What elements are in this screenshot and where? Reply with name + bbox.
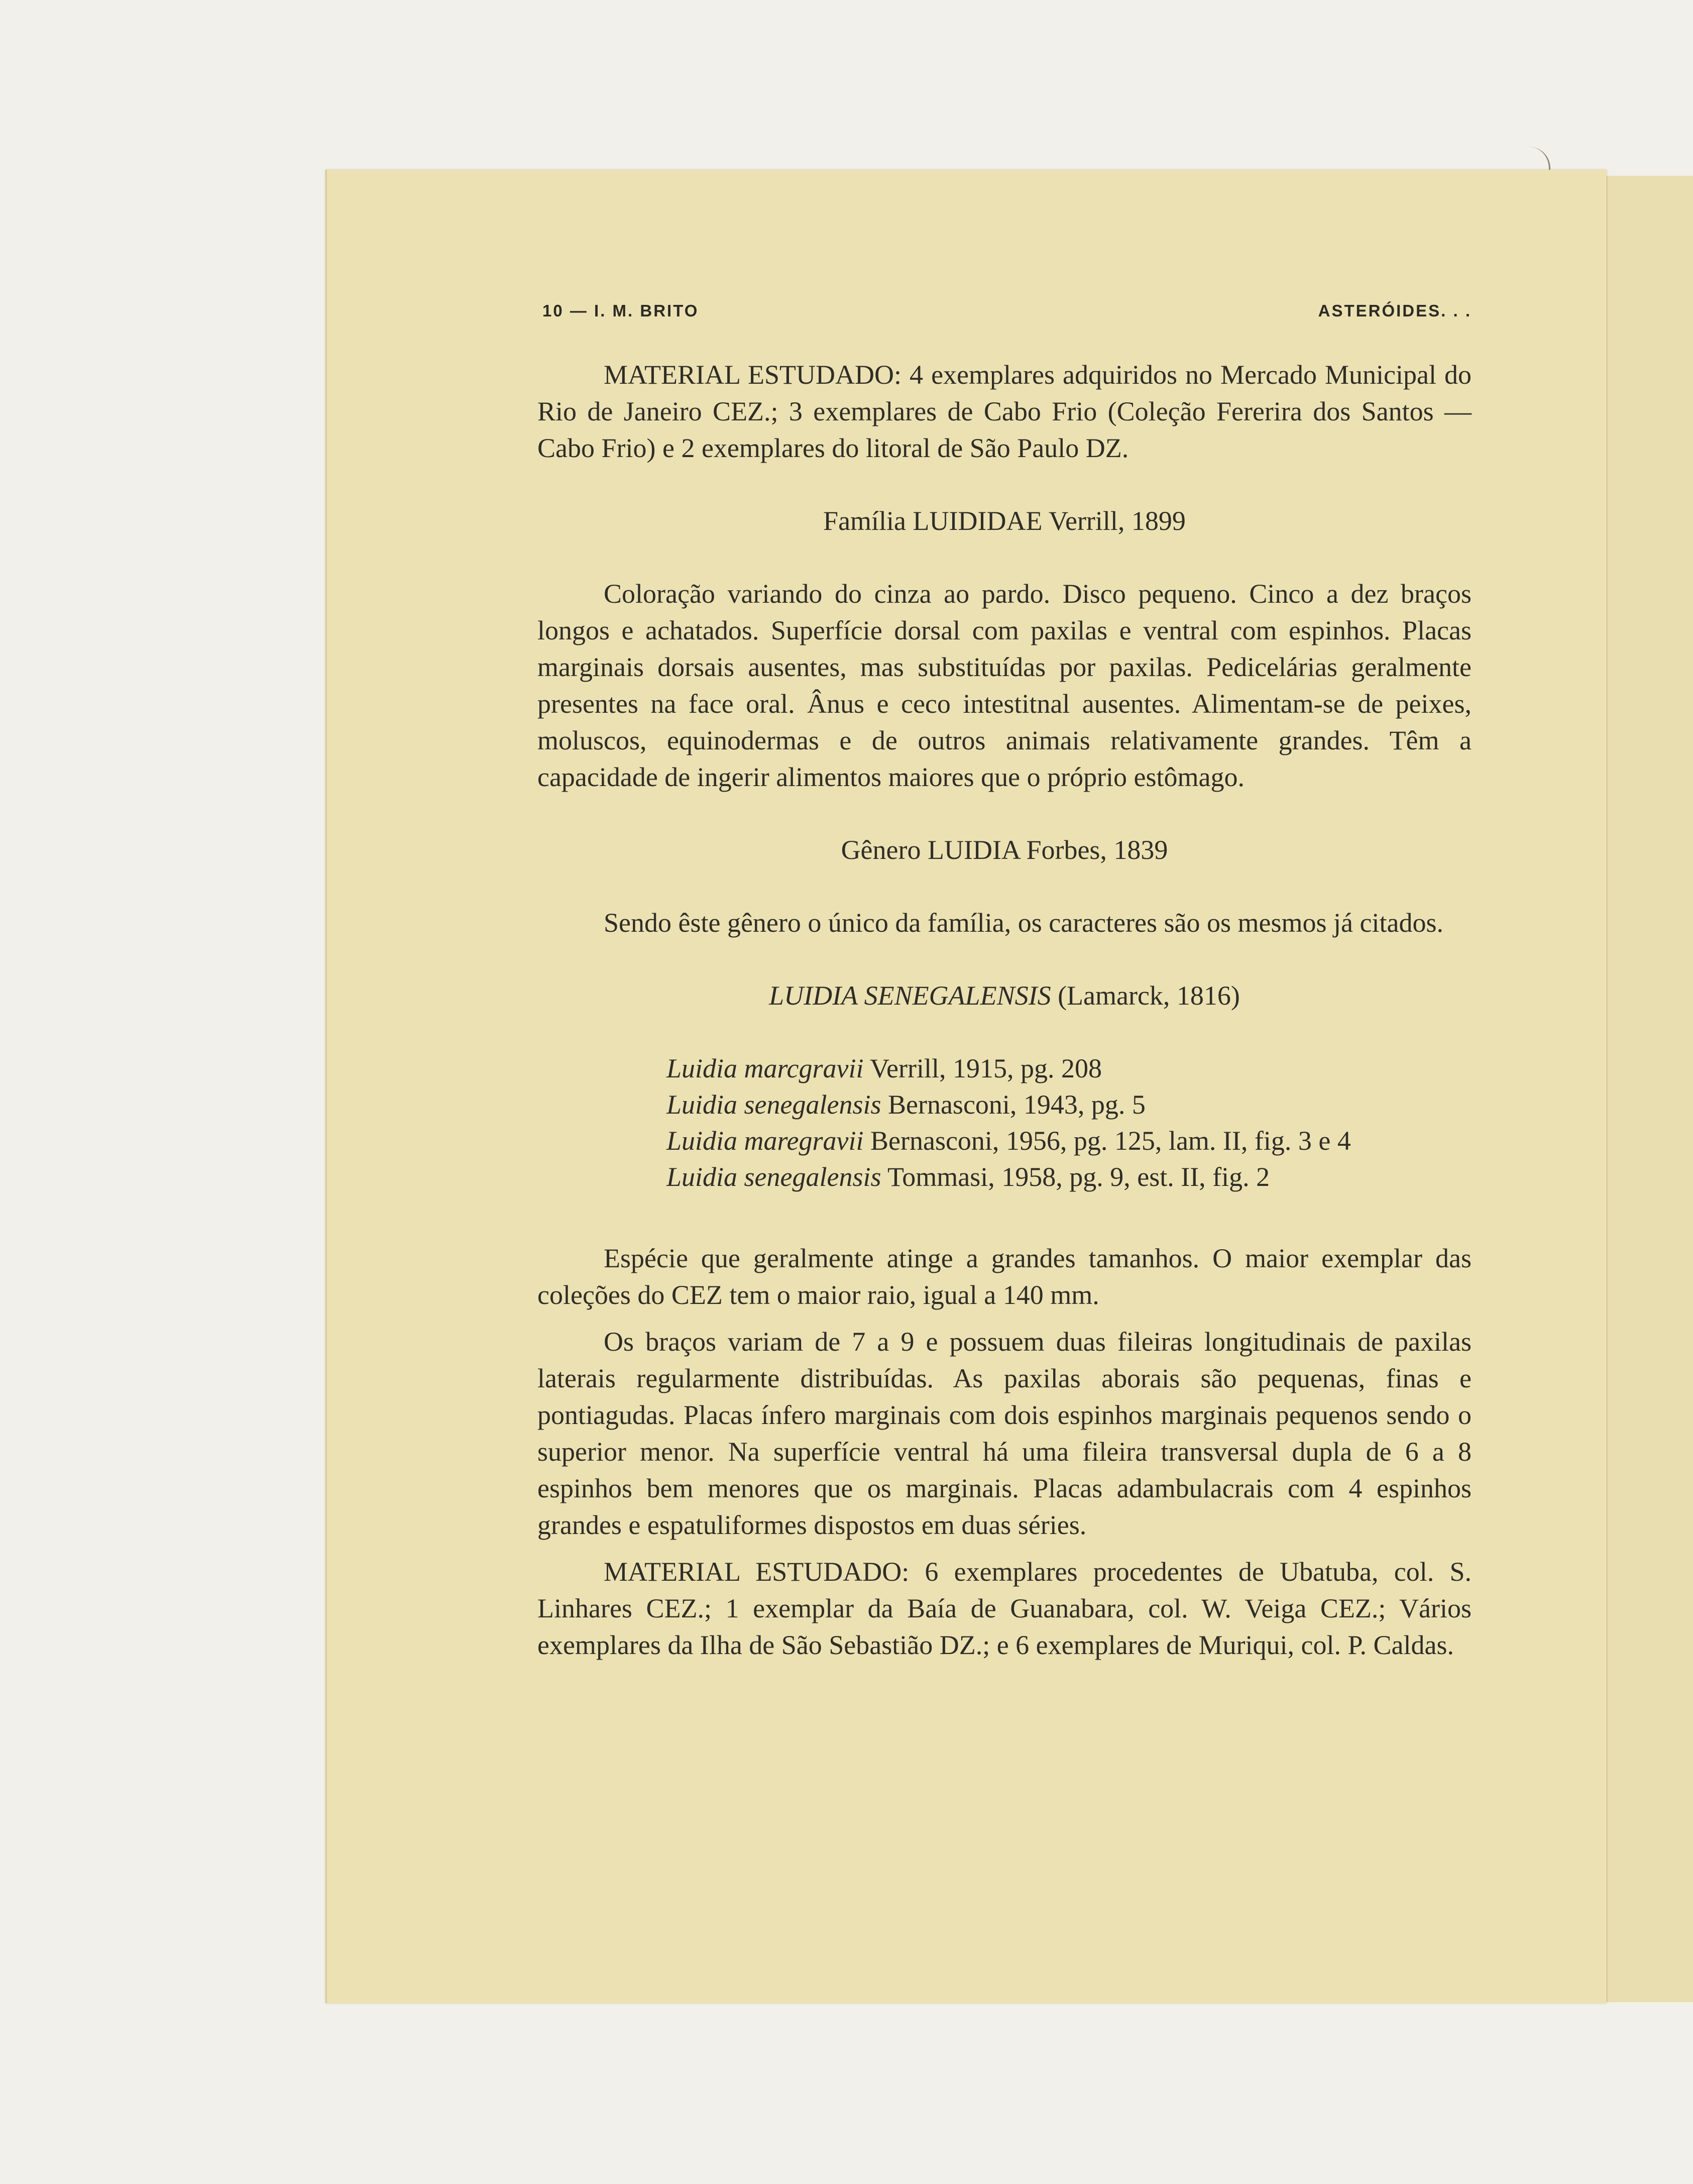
synonym-name: Luidia senegalensis [666, 1162, 881, 1192]
material-paragraph-2: MATERIAL ESTUDADO: 6 exemplares procedentes de Ubatuba, col. S. Linhares CEZ.; 1 exemplar da Baía de Guanabara, col. W. Veiga CEZ.; Vários exemplares da Ilha de São Sebastião DZ.; e 6 exemplares de Muriqui, col. P. Caldas. [537, 1557, 1472, 1660]
arms-description-paragraph: Os braços variam de 7 a 9 e possuem duas fileiras longitudinais de paxilas laterais regularmente distribuídas. As paxilas aborais são pequenas, finas e pontiagudas. Placas ínfero marginais com dois espinhos marginais pequenos sendo o superior menor. Na superfície ventral há uma fileira transversal dupla de 6 a 8 espinhos bem menores que os marginais. Placas adambulacrais com 4 espinhos grandes e espatuliformes dispostos em duas séries. [537, 1327, 1472, 1540]
synonym-item [537, 1159, 1472, 1195]
synonym-reference: Tommasi, 1958, pg. 9, est. II, fig. 2 [881, 1162, 1270, 1192]
header-section-title: ASTERÓIDES. . . [1318, 301, 1472, 320]
synonym-reference: Verrill, 1915, pg. 208 [863, 1053, 1102, 1083]
species-size-paragraph: Espécie que geralmente atinge a grandes tamanhos. O maior exemplar das coleções do CEZ tem o maior raio, igual a 140 mm. [537, 1243, 1472, 1310]
synonym-item [537, 1050, 1472, 1086]
genus-description: Sendo êste gênero o único da família, os caracteres são os mesmos já citados. [604, 908, 1443, 938]
header-page-author: 10 — I. M. BRITO [542, 301, 699, 320]
family-heading: Família LUIDIDAE Verrill, 1899 [823, 506, 1186, 536]
synonym-reference: Bernasconi, 1956, pg. 125, lam. II, fig. 3 e 4 [863, 1126, 1351, 1156]
synonym-name: Luidia maregravii [666, 1126, 864, 1156]
species-heading [537, 977, 1472, 1014]
synonym-name: Luidia marcgravii [666, 1053, 864, 1083]
facing-page-edge [1605, 176, 1693, 2002]
synonym-list [537, 1050, 1472, 1195]
species-name: LUIDIA SENEGALENSIS [769, 980, 1051, 1011]
page-body [537, 357, 1472, 1664]
synonym-item [537, 1123, 1472, 1159]
genus-heading: Gênero LUIDIA Forbes, 1839 [841, 835, 1168, 865]
synonym-name: Luidia senegalensis [666, 1089, 881, 1120]
synonym-reference: Bernasconi, 1943, pg. 5 [881, 1089, 1146, 1120]
species-author: (Lamarck, 1816) [1051, 980, 1240, 1011]
material-paragraph-1: MATERIAL ESTUDADO: 4 exemplares adquiridos no Mercado Municipal do Rio de Janeiro CEZ.; 3 exemplares de Cabo Frio (Coleção Fererira dos Santos — Cabo Frio) e 2 exemplares do litoral de São Paulo DZ. [537, 360, 1472, 463]
running-header [542, 301, 1472, 332]
synonym-item [537, 1086, 1472, 1123]
family-description: Coloração variando do cinza ao pardo. Disco pequeno. Cinco a dez braços longos e achatados. Superfície dorsal com paxilas e ventral com espinhos. Placas marginais dorsais ausentes, mas substituídas por paxilas. Pedicelárias geralmente presentes na face oral. Ânus e ceco intestitnal ausentes. Alimentam-se de peixes, moluscos, equinodermas e de outros animais relativamente grandes. Têm a capacidade de ingerir alimentos maiores que o próprio estômago. [537, 579, 1472, 792]
